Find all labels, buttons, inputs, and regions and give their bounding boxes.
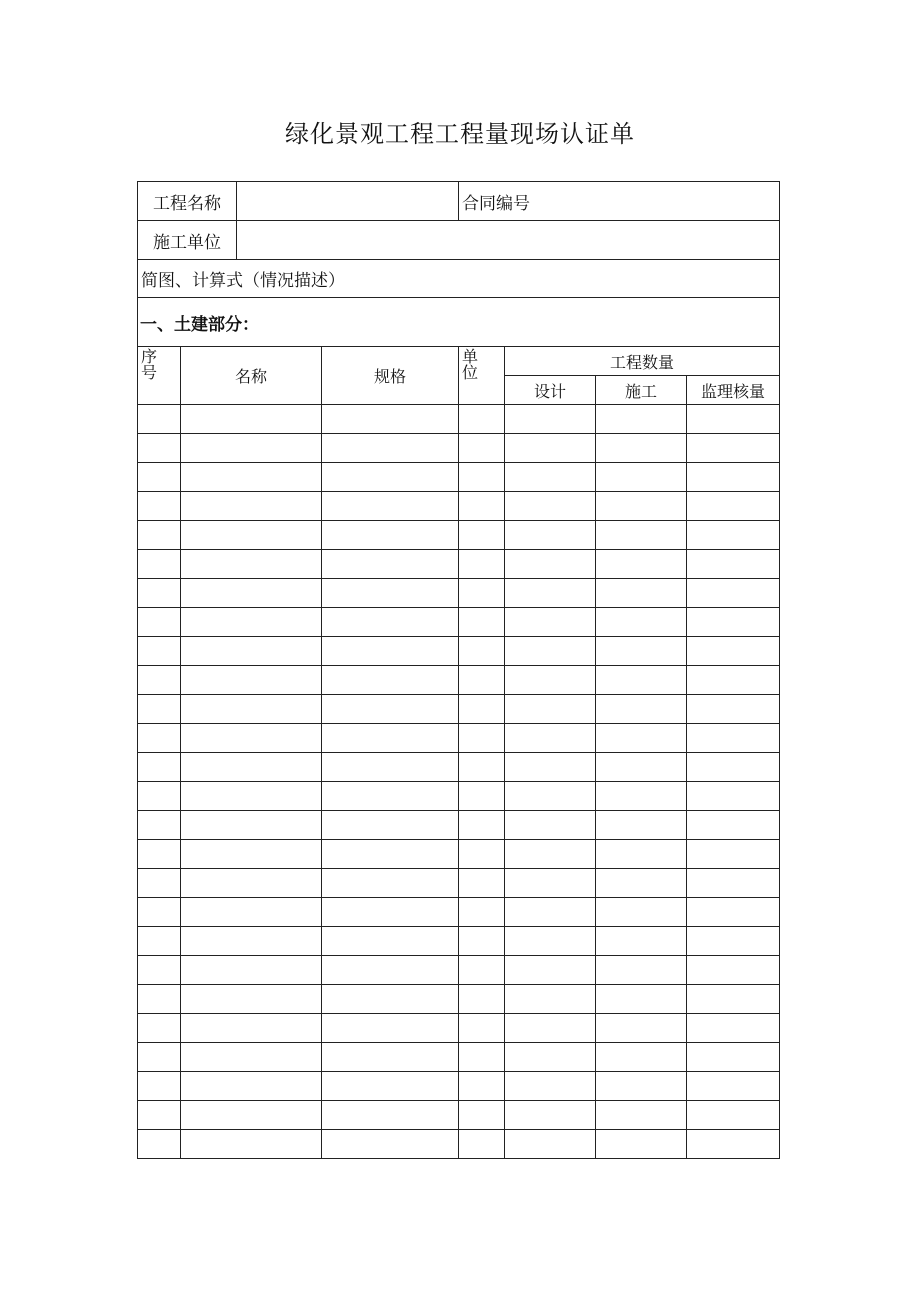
spec-cell[interactable] (322, 1130, 459, 1159)
table-row (138, 869, 780, 898)
spec-cell[interactable] (322, 579, 459, 608)
supervision-cell[interactable] (687, 724, 780, 753)
unit-cell[interactable] (459, 550, 505, 579)
spec-cell[interactable] (322, 405, 459, 434)
supervision-cell[interactable] (687, 956, 780, 985)
design-cell[interactable] (505, 1072, 596, 1101)
name-cell[interactable] (181, 1014, 322, 1043)
table-row (138, 666, 780, 695)
supervision-cell[interactable] (687, 927, 780, 956)
design-cell[interactable] (505, 956, 596, 985)
design-cell[interactable] (505, 521, 596, 550)
unit-cell[interactable] (459, 637, 505, 666)
construction-unit-field[interactable] (237, 221, 780, 260)
seq-cell[interactable] (138, 405, 181, 434)
design-cell[interactable] (505, 1043, 596, 1072)
design-cell[interactable] (505, 753, 596, 782)
seq-cell[interactable] (138, 753, 181, 782)
supervision-cell[interactable] (687, 405, 780, 434)
table-row (138, 1072, 780, 1101)
spec-cell[interactable] (322, 1043, 459, 1072)
seq-cell[interactable] (138, 434, 181, 463)
unit-cell[interactable] (459, 1101, 505, 1130)
construction-cell[interactable] (596, 579, 687, 608)
construction-cell[interactable] (596, 463, 687, 492)
seq-cell[interactable] (138, 695, 181, 724)
name-cell[interactable] (181, 492, 322, 521)
unit-cell[interactable] (459, 869, 505, 898)
unit-cell[interactable] (459, 840, 505, 869)
unit-cell[interactable] (459, 985, 505, 1014)
unit-cell[interactable] (459, 434, 505, 463)
table-row (138, 985, 780, 1014)
design-cell[interactable] (505, 782, 596, 811)
supervision-cell[interactable] (687, 434, 780, 463)
table-row (138, 1043, 780, 1072)
construction-cell[interactable] (596, 405, 687, 434)
unit-cell[interactable] (459, 898, 505, 927)
name-column-header: 名称 (181, 347, 322, 405)
project-name-field[interactable] (237, 182, 459, 221)
spec-cell[interactable] (322, 695, 459, 724)
supervision-cell[interactable] (687, 1130, 780, 1159)
table-row (138, 492, 780, 521)
spec-cell[interactable] (322, 985, 459, 1014)
seq-cell[interactable] (138, 1014, 181, 1043)
spec-cell[interactable] (322, 927, 459, 956)
name-cell[interactable] (181, 782, 322, 811)
supervision-cell[interactable] (687, 985, 780, 1014)
construction-unit-row (138, 221, 780, 260)
construction-cell[interactable] (596, 434, 687, 463)
supervision-cell[interactable] (687, 521, 780, 550)
supervision-cell[interactable] (687, 1072, 780, 1101)
name-cell[interactable] (181, 579, 322, 608)
design-cell[interactable] (505, 405, 596, 434)
supervision-cell[interactable] (687, 637, 780, 666)
construction-cell[interactable] (596, 666, 687, 695)
design-cell[interactable] (505, 579, 596, 608)
column-header-row-1 (138, 347, 780, 376)
construction-cell[interactable] (596, 869, 687, 898)
supervision-cell[interactable] (687, 1101, 780, 1130)
seq-cell[interactable] (138, 579, 181, 608)
quantity-group-header: 工程数量 (505, 347, 780, 376)
construction-cell[interactable] (596, 1043, 687, 1072)
unit-cell[interactable] (459, 782, 505, 811)
unit-cell[interactable] (459, 405, 505, 434)
sketch-calculation-label: 简图、计算式（情况描述） (138, 260, 780, 298)
design-cell[interactable] (505, 1101, 596, 1130)
unit-header-line-1: 单 (462, 347, 479, 366)
construction-cell[interactable] (596, 840, 687, 869)
contract-number-label: 合同编号 (459, 182, 780, 221)
certification-form (137, 181, 780, 1159)
name-cell[interactable] (181, 463, 322, 492)
spec-cell[interactable] (322, 666, 459, 695)
table-row (138, 1101, 780, 1130)
unit-cell[interactable] (459, 463, 505, 492)
name-cell[interactable] (181, 521, 322, 550)
spec-column-header: 规格 (322, 347, 459, 405)
spec-cell[interactable] (322, 869, 459, 898)
seq-cell[interactable] (138, 840, 181, 869)
unit-cell[interactable] (459, 753, 505, 782)
name-cell[interactable] (181, 840, 322, 869)
supervision-cell[interactable] (687, 782, 780, 811)
spec-cell[interactable] (322, 521, 459, 550)
spec-cell[interactable] (322, 1072, 459, 1101)
unit-cell[interactable] (459, 695, 505, 724)
construction-cell[interactable] (596, 1072, 687, 1101)
name-cell[interactable] (181, 405, 322, 434)
supervision-cell[interactable] (687, 550, 780, 579)
construction-cell[interactable] (596, 492, 687, 521)
table-row (138, 956, 780, 985)
unit-cell[interactable] (459, 811, 505, 840)
supervision-cell[interactable] (687, 608, 780, 637)
spec-cell[interactable] (322, 434, 459, 463)
seq-cell[interactable] (138, 782, 181, 811)
project-name-row (138, 182, 780, 221)
design-cell[interactable] (505, 1014, 596, 1043)
design-cell[interactable] (505, 985, 596, 1014)
table-row (138, 434, 780, 463)
spec-cell[interactable] (322, 608, 459, 637)
sketch-row (138, 260, 780, 298)
unit-cell[interactable] (459, 666, 505, 695)
construction-cell[interactable] (596, 753, 687, 782)
construction-cell[interactable] (596, 1101, 687, 1130)
unit-cell[interactable] (459, 724, 505, 753)
name-cell[interactable] (181, 666, 322, 695)
construction-column-header: 施工 (596, 376, 687, 405)
name-cell[interactable] (181, 869, 322, 898)
name-cell[interactable] (181, 608, 322, 637)
supervision-cell[interactable] (687, 840, 780, 869)
spec-cell[interactable] (322, 637, 459, 666)
name-cell[interactable] (181, 898, 322, 927)
unit-cell[interactable] (459, 1072, 505, 1101)
name-cell[interactable] (181, 956, 322, 985)
name-cell[interactable] (181, 927, 322, 956)
spec-cell[interactable] (322, 753, 459, 782)
spec-cell[interactable] (322, 492, 459, 521)
seq-cell[interactable] (138, 927, 181, 956)
seq-cell[interactable] (138, 869, 181, 898)
section-row (138, 298, 780, 347)
construction-unit-label: 施工单位 (138, 221, 237, 260)
construction-cell[interactable] (596, 724, 687, 753)
construction-cell[interactable] (596, 1130, 687, 1159)
spec-cell[interactable] (322, 724, 459, 753)
seq-cell[interactable] (138, 811, 181, 840)
design-cell[interactable] (505, 695, 596, 724)
seq-cell[interactable] (138, 1101, 181, 1130)
name-cell[interactable] (181, 1101, 322, 1130)
seq-header-line-1: 序 (141, 347, 158, 366)
unit-cell[interactable] (459, 608, 505, 637)
construction-cell[interactable] (596, 927, 687, 956)
name-cell[interactable] (181, 1072, 322, 1101)
design-cell[interactable] (505, 637, 596, 666)
design-column-header: 设计 (505, 376, 596, 405)
table-row (138, 521, 780, 550)
design-cell[interactable] (505, 492, 596, 521)
seq-cell[interactable] (138, 724, 181, 753)
supervision-cell[interactable] (687, 869, 780, 898)
seq-header-line-2: 号 (141, 363, 158, 382)
spec-cell[interactable] (322, 463, 459, 492)
design-cell[interactable] (505, 1130, 596, 1159)
supervision-cell[interactable] (687, 1014, 780, 1043)
name-cell[interactable] (181, 724, 322, 753)
supervision-cell[interactable] (687, 1043, 780, 1072)
table-row (138, 1014, 780, 1043)
construction-cell[interactable] (596, 695, 687, 724)
spec-cell[interactable] (322, 1101, 459, 1130)
unit-cell[interactable] (459, 579, 505, 608)
unit-cell[interactable] (459, 1130, 505, 1159)
table-row (138, 724, 780, 753)
seq-cell[interactable] (138, 956, 181, 985)
table-row (138, 637, 780, 666)
supervision-column-header: 监理核量 (687, 376, 780, 405)
table-row (138, 927, 780, 956)
table-row (138, 608, 780, 637)
seq-column-header (138, 347, 181, 405)
construction-cell[interactable] (596, 550, 687, 579)
seq-cell[interactable] (138, 492, 181, 521)
supervision-cell[interactable] (687, 753, 780, 782)
name-cell[interactable] (181, 1043, 322, 1072)
unit-cell[interactable] (459, 927, 505, 956)
supervision-cell[interactable] (687, 463, 780, 492)
construction-cell[interactable] (596, 898, 687, 927)
design-cell[interactable] (505, 550, 596, 579)
table-row (138, 1130, 780, 1159)
supervision-cell[interactable] (687, 898, 780, 927)
spec-cell[interactable] (322, 811, 459, 840)
construction-cell[interactable] (596, 637, 687, 666)
spec-cell[interactable] (322, 1014, 459, 1043)
seq-cell[interactable] (138, 985, 181, 1014)
name-cell[interactable] (181, 753, 322, 782)
unit-column-header (459, 347, 505, 405)
table-row (138, 579, 780, 608)
construction-cell[interactable] (596, 521, 687, 550)
unit-cell[interactable] (459, 1043, 505, 1072)
supervision-cell[interactable] (687, 811, 780, 840)
document-title: 绿化景观工程工程量现场认证单 (285, 120, 635, 148)
name-cell[interactable] (181, 637, 322, 666)
design-cell[interactable] (505, 434, 596, 463)
table-row (138, 840, 780, 869)
name-cell[interactable] (181, 695, 322, 724)
seq-cell[interactable] (138, 550, 181, 579)
table-row (138, 550, 780, 579)
unit-cell[interactable] (459, 492, 505, 521)
table-row (138, 753, 780, 782)
unit-cell[interactable] (459, 1014, 505, 1043)
design-cell[interactable] (505, 840, 596, 869)
spec-cell[interactable] (322, 550, 459, 579)
seq-cell[interactable] (138, 463, 181, 492)
unit-cell[interactable] (459, 956, 505, 985)
project-name-label: 工程名称 (138, 182, 237, 221)
design-cell[interactable] (505, 898, 596, 927)
design-cell[interactable] (505, 608, 596, 637)
spec-cell[interactable] (322, 956, 459, 985)
seq-cell[interactable] (138, 608, 181, 637)
construction-cell[interactable] (596, 1014, 687, 1043)
table-row (138, 782, 780, 811)
supervision-cell[interactable] (687, 695, 780, 724)
section-title: 一、土建部分： (138, 298, 780, 347)
unit-cell[interactable] (459, 521, 505, 550)
spec-cell[interactable] (322, 898, 459, 927)
name-cell[interactable] (181, 1130, 322, 1159)
seq-cell[interactable] (138, 1130, 181, 1159)
table-row (138, 898, 780, 927)
design-cell[interactable] (505, 811, 596, 840)
seq-cell[interactable] (138, 898, 181, 927)
construction-cell[interactable] (596, 608, 687, 637)
design-cell[interactable] (505, 869, 596, 898)
seq-cell[interactable] (138, 1072, 181, 1101)
construction-cell[interactable] (596, 811, 687, 840)
table-row (138, 463, 780, 492)
supervision-cell[interactable] (687, 666, 780, 695)
name-cell[interactable] (181, 985, 322, 1014)
supervision-cell[interactable] (687, 492, 780, 521)
design-cell[interactable] (505, 724, 596, 753)
design-cell[interactable] (505, 666, 596, 695)
construction-cell[interactable] (596, 985, 687, 1014)
construction-cell[interactable] (596, 782, 687, 811)
spec-cell[interactable] (322, 782, 459, 811)
name-cell[interactable] (181, 550, 322, 579)
name-cell[interactable] (181, 811, 322, 840)
design-cell[interactable] (505, 927, 596, 956)
construction-cell[interactable] (596, 956, 687, 985)
seq-cell[interactable] (138, 666, 181, 695)
table-row (138, 405, 780, 434)
seq-cell[interactable] (138, 1043, 181, 1072)
table-row (138, 811, 780, 840)
seq-cell[interactable] (138, 521, 181, 550)
name-cell[interactable] (181, 434, 322, 463)
seq-cell[interactable] (138, 637, 181, 666)
supervision-cell[interactable] (687, 579, 780, 608)
table-row (138, 695, 780, 724)
spec-cell[interactable] (322, 840, 459, 869)
unit-header-line-2: 位 (462, 363, 479, 382)
design-cell[interactable] (505, 463, 596, 492)
